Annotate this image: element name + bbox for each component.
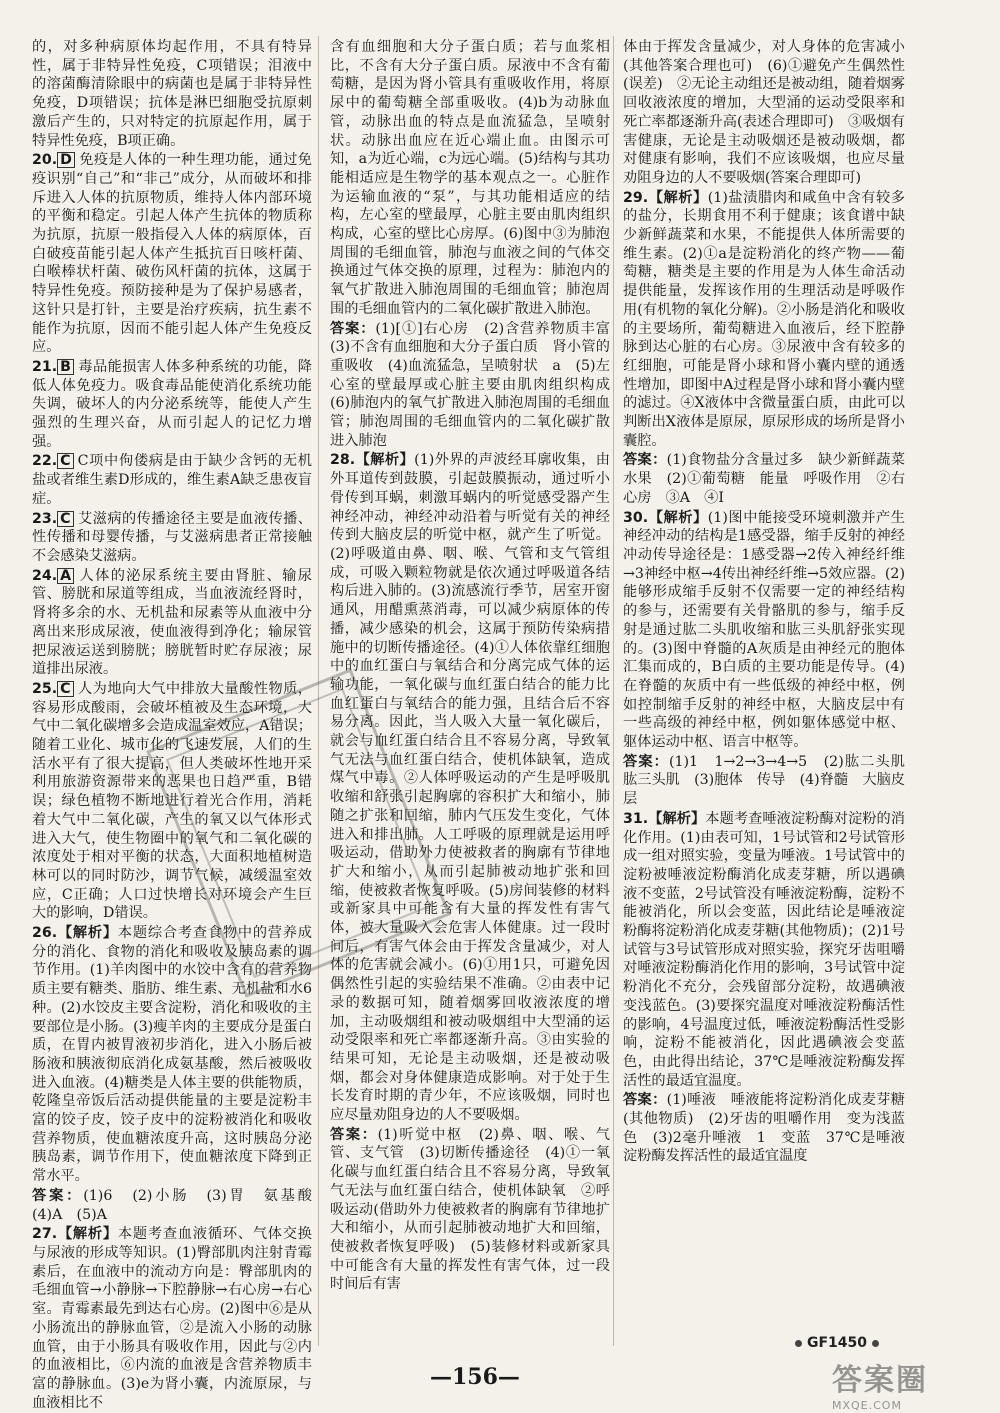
paragraph-text: 人为地向大气中排放大量酸性物质，容易形成酸雨，会破坏植被及生态环境，大气中二氧化碳增多会造成温室效应，A错误；随着工业化、城市化的飞速发展，人们的生活水平有了很大提高，但人类破坏性地开采利用旅游资源带来的恶果也日趋严重，B错误；绿色植物不断地进行着光合作用，消耗着大气中二氧化碳，产生的氧又以气体形式进入大气，使生物圈中的氧气和二氧化碳的浓度处于相对平衡的状态，大面积地植树造林可以的同时防沙，调节气候，减缓温室效应，C正确；人口过快增长对环境会产生巨大的影响，D错误。 — [32, 680, 312, 922]
answer-letter: B — [57, 359, 74, 375]
page-number: —156— — [430, 1364, 520, 1390]
answer-label: 答案： — [330, 1126, 378, 1143]
answer-label: 答案： — [623, 1092, 667, 1109]
answer-letter: C — [57, 453, 73, 469]
paragraph-text: 的，对多种病原体均起作用，不具有特异性，属于非特异性免疫，C项错误；泪液中的溶菌酶清除眼中的病菌也是属于非特异性免疫，D项错误；抗体是淋巴细胞受抗原刺激后产生的，只对特定的抗原起作用，属于特异性免疫，B项正确。 — [32, 39, 312, 149]
column-1 — [32, 38, 327, 1413]
question-number: 20. — [32, 152, 58, 169]
answer-block — [623, 753, 920, 809]
analysis-tag: 【解析】 — [648, 509, 708, 526]
column-3 — [623, 38, 920, 1167]
paragraph-text: 免疫是人体的一种生理功能，通过免疫识别“自己”和“非己”成分，从而破坏和排斥进入人体的抗原物质，维持人体内部环境的平衡和稳定。引起人体产生抗体的物质称为抗原，抗原一般指侵入人体的病原体，百白破疫苗能引起人体产生抵抗百日咳杆菌、白喉棒状杆菌、破伤风杆菌的抗体，这属于特异性免疫。预防接种是为了保护易感者，这针只是打针，主要是治疗疾病，抗生素不能作为抗原，因而不能引起人体产生免疫反应。 — [32, 152, 312, 356]
answer-block — [330, 1126, 610, 1294]
paragraph-text: (1)听觉中枢 (2)鼻、咽、喉、气管、支气管 (3)切断传播途径 (4)①一氧化碳与血红蛋白结合且不容易分离，导致氧气无法与血红蛋白结合，使机体缺氧 ②呼吸运动(借助外力使被救者的胸廓有节律地扩大和缩小，从而引起肺被动地扩大和回缩，使被救者恢复呼吸) (5)装修材料或新家具中可能含有大量的挥发性有害气体，过一段时间后有害 — [330, 1126, 610, 1293]
question-number: 31. — [623, 810, 649, 827]
question-number: 22. — [32, 453, 58, 470]
question-number: 29. — [623, 189, 649, 206]
paragraph-text: 本题综合考查食物中的营养成分的消化、食物的消化和吸收及胰岛素的调节作用。(1)羊肉图中的水饺中含有的营养物质主要有糖类、脂肪、维生素、无机盐和水6种。(2)水饺皮主要含淀粉，消化和吸收的主要部位是小肠。(3)瘦羊肉的主要成分是蛋白质，在胃内被胃液初步消化，进入小肠后被肠液和胰液彻底消化成氨基酸，然后被吸收进入血液。(4)糖类是人体主要的供能物质，乾隆皇帝饭后活动提供能量的主要是淀粉丰富的饺子皮，饺子皮中的淀粉被消化和吸收营养物质，使血糖浓度升高，这时胰岛分泌胰岛素，调节作用下，使血糖浓度下降到正常水平。 — [32, 925, 312, 1185]
question-block — [32, 510, 312, 566]
paragraph-text: (1)食物盐分含量过多 缺少新鲜蔬菜水果 (2)①葡萄糖 能量 呼吸作用 ②右心房 ③A ④Ⅰ — [623, 452, 905, 506]
analysis-tag: 【解析】 — [648, 189, 708, 206]
answer-letter: D — [57, 152, 75, 168]
paragraph-text: 本题考查血液循环、气体交换与尿液的形成等知识。(1)臀部肌肉注射青霉素后，在血液中的流动方向是：臀部肌肉的毛细血管→小静脉→下腔静脉→右心房→右心室。青霉素最先到达右心房。(2)图中⑥是从小肠流出的静脉血管，②是流入小肠的动脉血管，由于小肠具有吸收作用，因此与②内的血液相比，⑥内流的血液是含营养物质丰富的静脉血。(3)e为肾小囊，内流原尿，与血液相比不 — [32, 1226, 312, 1411]
paragraph-text: (1)6 (2)小肠 (3)胃 氨基酸 (4)A (5)A — [32, 1187, 327, 1223]
question-number: 24. — [32, 567, 58, 584]
column-2 — [330, 38, 625, 1295]
question-block — [32, 452, 312, 508]
analysis-tag: 【解析】 — [355, 452, 415, 469]
paragraph-text: 艾滋病的传播途径主要是血液传播、性传播和母婴传播，与艾滋病患者正常接触不会感染艾滋病。 — [32, 510, 312, 564]
answer-block — [623, 451, 905, 507]
answer-label: 答案： — [32, 1187, 84, 1204]
answer-letter: C — [57, 681, 73, 697]
question-block — [623, 189, 905, 451]
answer-letter: C — [57, 511, 73, 527]
question-number: 28. — [330, 452, 356, 469]
watermark-logo: 答案圈 MXQE.COM — [832, 1363, 928, 1412]
question-number: 25. — [32, 680, 58, 697]
question-block — [32, 680, 312, 923]
analysis-tag: 【解析】 — [57, 1226, 118, 1243]
paragraph-text: 毒品能损害人体多种系统的功能，降低人体免疫力。吸食毒品能使消化系统功能失调，破坏人的内分泌系统等，能使人产生强烈的生理兴奋，从而引起人的记忆力增强。 — [32, 358, 312, 450]
paragraph-text: (1)1 1→2→3→4→5 (2)肱二头肌 肱三头肌 (3)胞体 传导 (4)脊髓 大脑皮层 — [623, 753, 920, 808]
paragraph-text: (1)[①]右心房 (2)含营养物质丰富 (3)不含有血细胞和大分子蛋白质 肾小管的重吸收 (4)血流猛急，呈喷射状 a (5)左心室的壁最厚或心脏主要由肌肉组织构成 (6)肺泡内的氧气扩散进入肺泡周围的毛细血管；肺泡周围的毛细血管内的二氧化碳扩散进入肺泡 — [330, 320, 625, 449]
question-number: 21. — [32, 358, 58, 375]
paragraph-text: 体由于挥发含量减少，对人身体的危害减小(其他答案合理也可) (6)①避免产生偶然性(误差) ②无论主动组还是被动组，随着烟雾回收液浓度的增加，大型涌的运动受限率和死亡率都逐渐升高(表述合理即可) ③吸烟有害健康，无论是主动吸烟还是被动吸烟，都对健康有影响，我们不应该吸烟，也应尽量劝阻身边的人不要吸烟(答案合理即可) — [623, 39, 905, 186]
paragraph-text: 本题考查唾液淀粉酶对淀粉的消化作用。(1)由表可知，1号试管和2号试管形成一组对照实验，变量为唾液。1号试管中的淀粉被唾液淀粉酶消化成麦芽糖，所以遇碘液不变蓝，2号试管没有唾液淀粉酶，淀粉不能被消化，所以会变蓝，因此结论是唾液淀粉酶将淀粉消化成麦芽糖(其他物质)；(2)1号试管与3号试管形成对照实验，探究牙齿咀嚼对唾液淀粉酶消化作用的影响，3号试管中淀粉消化不充分，会残留部分淀粉，故遇碘液变浅蓝色。(3)要探究温度对唾液淀粉酶活性的影响，4号温度过低，唾液淀粉酶活性受影响，淀粉不能被消化，因此遇碘液会变蓝色，由此得出结论，37℃是唾液淀粉酶发挥活性的最适宜温度。 — [623, 810, 905, 1089]
answer-letter: A — [57, 568, 74, 584]
question-number: 27. — [32, 1226, 58, 1243]
answer-label: 答案： — [623, 452, 667, 469]
question-block — [32, 358, 312, 452]
question-number: 30. — [623, 509, 649, 526]
question-block — [623, 810, 905, 1091]
dot-icon — [872, 1340, 879, 1347]
question-block — [623, 509, 905, 752]
question-block — [32, 1225, 312, 1412]
continued-text — [330, 38, 610, 319]
paragraph-text: 人体的泌尿系统主要由肾脏、输尿管、膀胱和尿道等组成，当血液流经肾时，肾将多余的水、无机盐和尿素等从血液中分离出来形成尿液，使血液得到净化；输尿管把尿液运送到膀胱；膀胱暂时贮存尿液；尿道排出尿液。 — [32, 567, 312, 678]
column-divider — [318, 36, 319, 1346]
column-divider — [613, 36, 614, 1346]
paragraph-text: (1)外界的声波经耳廓收集，由外耳道传到鼓膜，引起鼓膜振动，通过听小骨传到耳蜗，刺激耳蜗内的听觉感受器产生神经冲动，神经冲动沿着与听觉有关的神经传到大脑皮层的听觉中枢，就产生了听觉。(2)呼吸道由鼻、咽、喉、气管和支气管组成，可吸入颗粒物就是依次通过呼吸道各结构后进入肺的。(3)流感流行季节，居室开窗通风，用醋熏蒸消毒，可以减少病原体的传播，减少感染的机会，这属于预防传染病措施中的切断传播途径。(4)①人体依靠红细胞中的血红蛋白与氧结合和分离完成气体的运输功能，一氧化碳与血红蛋白结合的能力比血红蛋白与氧结合的能力强，且结合后不容易分离。因此，当人吸入大量一氧化碳后，就会与血红蛋白结合且不容易分离，导致氧气无法与血红蛋白结合，使机体缺氧，造成煤气中毒。②人体呼吸运动的产生是呼吸肌收缩和舒张引起胸廓的容积扩大和缩小，肺随之扩张和回缩，肺内气压发生变化，气体进入和排出肺。人工呼吸的原理就是运用呼吸运动，借助外力使被救者的胸廓有节律地扩大和缩小，从而引起肺被动地扩张和回缩，使被救者恢复呼吸。(5)房间装修的材料或新家具中可能含有大量的挥发性有害气体，被大量吸入会危害人体健康。过一段时间后，有害气体会由于挥发含量减少，对人体的危害就会减小。(6)①用1只，可避免因偶然性引起的实验结果不准确。②由表中记录的数据可知，随着烟雾回收液浓度的增加，主动吸烟组和被动吸烟组中大型涌的运动受限率和死亡率都逐渐升高。③由实验的结果可知，无论是主动吸烟，还是被动吸烟，都会对身体健康造成影响。对于处于生长发育时期的青少年，不应该吸烟，同时也应尽量劝阻身边的人不要吸烟。 — [330, 452, 610, 1124]
continued-text — [623, 38, 905, 188]
answer-block — [32, 1187, 327, 1224]
series-code: GF1450 — [790, 1335, 884, 1351]
paragraph-text: (1)盐渍腊肉和咸鱼中含有较多的盐分，长期食用不利于健康；该食谱中缺少新鲜蔬菜和水果，不能提供人体所需要的维生素。(2)①a是淀粉消化的终产物——葡萄糖，糖类是主要的作用是为人体生命活动提供能量，发挥该作用的生理活动是呼吸作用(有机物的氧化分解)。②小肠是消化和吸收的主要场所，葡萄糖进入血液后，经下腔静脉到达心脏的右心房。③尿液中含有较多的红细胞，可能是肾小球和肾小囊内壁的通透性增加，即图中A过程是肾小球和肾小囊内壁的滤过。④X液体中含微量蛋白质，由此可以判断出X液体是原尿，原尿形成的场所是肾小囊腔。 — [623, 189, 905, 449]
paragraph-text: (1)图中能接受环境刺激并产生神经冲动的结构是1感受器，缩手反射的神经冲动传导途径是：1感受器→2传入神经纤维→3神经中枢→4传出神经纤维→5效应器。(2)能够形成缩手反射不仅需要一定的神经结构的参与，还需要有关骨骼肌的参与，缩手反射是通过肱二头肌收缩和肱三头肌舒张实现的。(3)图中脊髓的A灰质是由神经元的胞体汇集而成的，B白质的主要功能是传导。(4)在脊髓的灰质中有一些低级的神经中枢，例如控制缩手反射的神经中枢，大脑皮层中有一些高级的神经中枢，例如躯体感觉中枢、躯体运动中枢、语言中枢等。 — [623, 509, 905, 751]
answer-label: 答案： — [330, 320, 376, 337]
question-block — [32, 151, 312, 357]
analysis-tag: 【解析】 — [648, 810, 706, 827]
question-block — [330, 451, 610, 1124]
answer-block — [330, 320, 625, 451]
continued-text — [32, 38, 312, 150]
paragraph-text: 含有血细胞和大分子蛋白质；若与血浆相比，不含有大分子蛋白质。尿液中不含有葡萄糖，是因为肾小管具有重吸收作用，将原尿中的葡萄糖全部重吸收。(4)b为动脉血管，动脉出血的特点是血流猛急，呈喷射状。动脉出血应在近心端止血。由图示可知，a为近心端，c为远心端。(5)结构与其功能相适应是生物学的基本观点之一。心脏作为运输血液的“泵”，与其功能相适应的结构，左心室的壁最厚，心脏主要由肌肉组织构成，心室的壁比心房厚。(6)图中③为肺泡周围的毛细血管，肺泡与血液之间的气体交换通过气体交换的原理，过程为：肺泡内的氧气扩散进入肺泡周围的毛细血管；肺泡周围的毛细血管内的二氧化碳扩散进入肺泡。 — [330, 39, 610, 317]
question-block — [32, 924, 312, 1186]
paragraph-text: C项中佝偻病是由于缺少含钙的无机盐或者维生素D形成的，维生素A缺乏患夜盲症。 — [32, 453, 312, 507]
dot-icon — [795, 1340, 802, 1347]
answer-label: 答案： — [623, 753, 669, 770]
analysis-tag: 【解析】 — [57, 925, 118, 942]
question-number: 26. — [32, 925, 58, 942]
answer-block — [623, 1091, 905, 1166]
paragraph-text: (1)唾液 唾液能将淀粉消化成麦芽糖(其他物质) (2)牙齿的咀嚼作用 变为浅蓝色 (3)2毫升唾液 1 变蓝 37℃是唾液淀粉酶发挥活性的最适宜温度 — [623, 1092, 905, 1165]
question-block — [32, 567, 312, 679]
question-number: 23. — [32, 510, 58, 527]
